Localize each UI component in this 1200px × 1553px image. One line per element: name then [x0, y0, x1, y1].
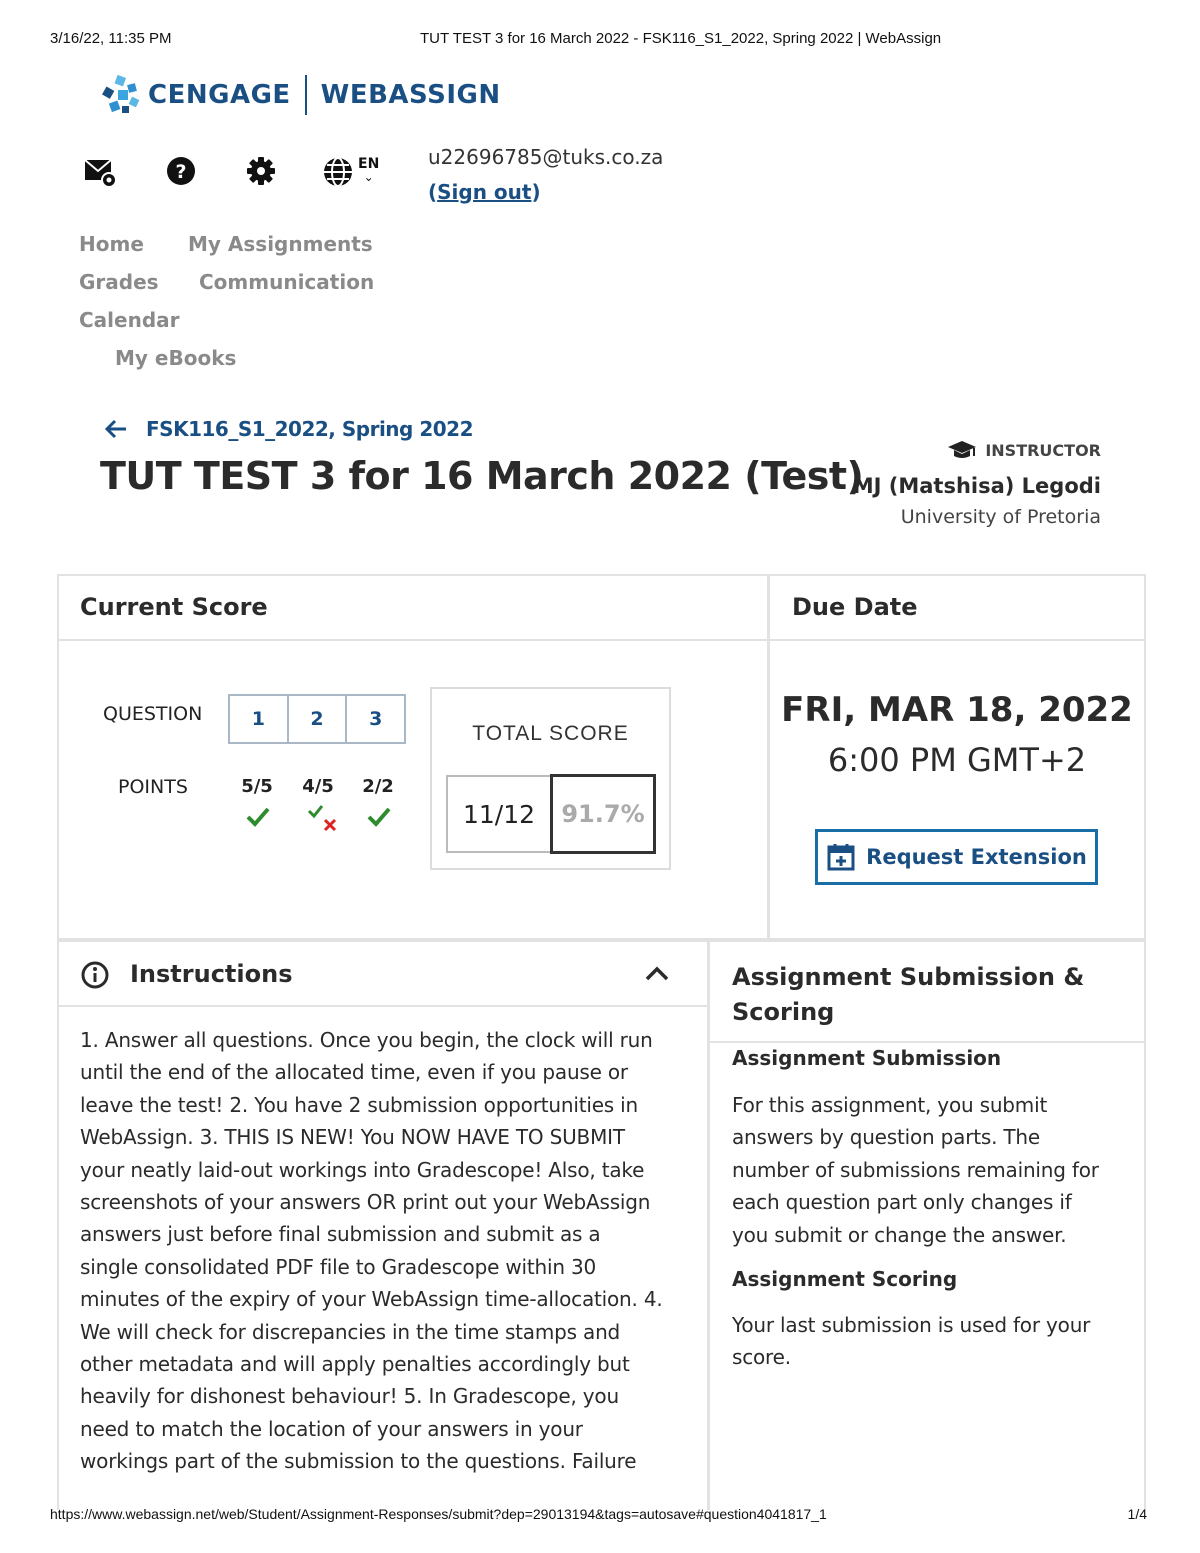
logo-webassign-text: WEBASSIGN — [320, 80, 501, 110]
gear-icon[interactable] — [241, 151, 281, 191]
divider — [59, 639, 767, 641]
graduation-cap-icon — [947, 440, 977, 460]
info-icon — [80, 960, 110, 994]
correct-check-icon — [245, 806, 271, 832]
arrow-left-icon — [104, 418, 128, 440]
nav-home[interactable]: Home — [79, 232, 144, 256]
instructor-label-row — [947, 440, 1101, 460]
due-date-heading: Due Date — [792, 593, 918, 621]
question-3-points: 2/2 — [362, 776, 394, 797]
divider — [59, 1005, 707, 1007]
request-extension-button[interactable] — [815, 829, 1098, 885]
cengage-logo-icon — [98, 74, 142, 116]
total-score-label: TOTAL SCORE — [472, 722, 629, 745]
assignment-scoring-heading: Assignment Scoring — [732, 1267, 958, 1291]
cengage-webassign-logo[interactable] — [98, 72, 501, 118]
current-score-heading: Current Score — [80, 593, 268, 621]
sign-out-link[interactable]: Sign out — [437, 180, 532, 204]
user-email: u22696785@tuks.co.za — [428, 145, 664, 169]
question-2-button[interactable]: 2 — [289, 696, 348, 742]
assignment-submission-heading: Assignment Submission — [732, 1046, 1002, 1070]
breadcrumb[interactable] — [104, 417, 473, 441]
messages-icon[interactable] — [80, 152, 120, 192]
svg-text:?: ? — [175, 161, 187, 183]
due-date-value: FRI, MAR 18, 2022 — [781, 690, 1133, 730]
chevron-up-icon[interactable] — [644, 962, 670, 990]
points-label: POINTS — [118, 776, 188, 798]
nav-grades[interactable]: Grades — [79, 270, 159, 294]
chevron-down-icon: ⌄ — [363, 170, 374, 184]
question-2-points: 4/5 — [302, 776, 334, 797]
question-1-points: 5/5 — [241, 776, 273, 797]
total-points: 11/12 — [446, 775, 552, 853]
nav-my-ebooks[interactable]: My eBooks — [115, 346, 237, 370]
question-3-button[interactable]: 3 — [369, 708, 383, 730]
due-time-value: 6:00 PM GMT+2 — [827, 741, 1087, 779]
sign-out[interactable]: (Sign out) — [428, 180, 541, 204]
request-extension-label: Request Extension — [866, 845, 1087, 869]
instructor-label: INSTRUCTOR — [985, 440, 1101, 460]
question-selector — [228, 694, 406, 744]
total-percent: 91.7% — [550, 774, 656, 854]
assignment-scoring-body: Your last submission is used for your score. — [732, 1313, 1091, 1370]
language-code: EN — [358, 156, 380, 172]
instructor-name: MJ (Matshisa) Legodi — [852, 474, 1101, 498]
print-footer-url: https://www.webassign.net/web/Student/Assignment-Responses/submit?dep=29013194&tags=autosave#question4041817_1 — [50, 1506, 827, 1522]
breadcrumb-course-link[interactable]: FSK116_S1_2022, Spring 2022 — [146, 417, 473, 441]
divider — [770, 639, 1144, 641]
calendar-plus-icon — [826, 842, 856, 872]
logo-cengage-text: CENGAGE — [148, 80, 291, 110]
page-title: TUT TEST 3 for 16 March 2022 (Test) — [100, 454, 864, 498]
partial-correct-icon — [306, 804, 340, 838]
nav-calendar[interactable]: Calendar — [79, 308, 180, 332]
divider — [710, 1041, 1144, 1043]
correct-check-icon — [366, 806, 392, 832]
globe-icon — [322, 156, 354, 188]
language-selector[interactable] — [322, 156, 379, 188]
help-icon[interactable] — [161, 151, 201, 191]
print-datetime: 3/16/22, 11:35 PM — [50, 30, 172, 47]
nav-communication[interactable]: Communication — [199, 270, 375, 294]
logo-divider — [305, 75, 307, 115]
instructor-university: University of Pretoria — [900, 506, 1101, 528]
print-footer-page: 1/4 — [1127, 1506, 1147, 1522]
submission-scoring-heading: Assignment Submission & Scoring — [732, 963, 1085, 1026]
assignment-submission-body: For this assignment, you submit answers by question parts. The number of submissions remaining for each question part only changes if you submit or change the answer. — [732, 1093, 1099, 1247]
question-1-button[interactable]: 1 — [230, 696, 289, 742]
print-page-title: TUT TEST 3 for 16 March 2022 - FSK116_S1_2022, Spring 2022 | WebAssign — [420, 30, 942, 47]
question-label: QUESTION — [103, 703, 203, 725]
instructions-heading: Instructions — [130, 960, 293, 988]
nav-my-assignments[interactable]: My Assignments — [188, 232, 373, 256]
instructions-body: 1. Answer all questions. Once you begin, the clock will run until the end of the allocated time, even if you pause or leave the test! 2. You have 2 submission opportunities in WebAssign. 3. THIS IS NEW! You NOW HAVE TO SUBMIT your neatly laid-out workings into Gradescope! Also, take screenshots of your answers OR print out your WebAssign answers just before final submission and submit as a single consolidated PDF file to Gradescope within 30 minutes of the expiry of your WebAssign time-allocation. 4. We will check for discrepancies in the time stamps and other metadata and will apply penalties accordingly but heavily for dishonest behaviour! 5. In Gradescope, you need to match the location of your answers in your workings part of the submission to the questions. Failure — [80, 1028, 663, 1474]
